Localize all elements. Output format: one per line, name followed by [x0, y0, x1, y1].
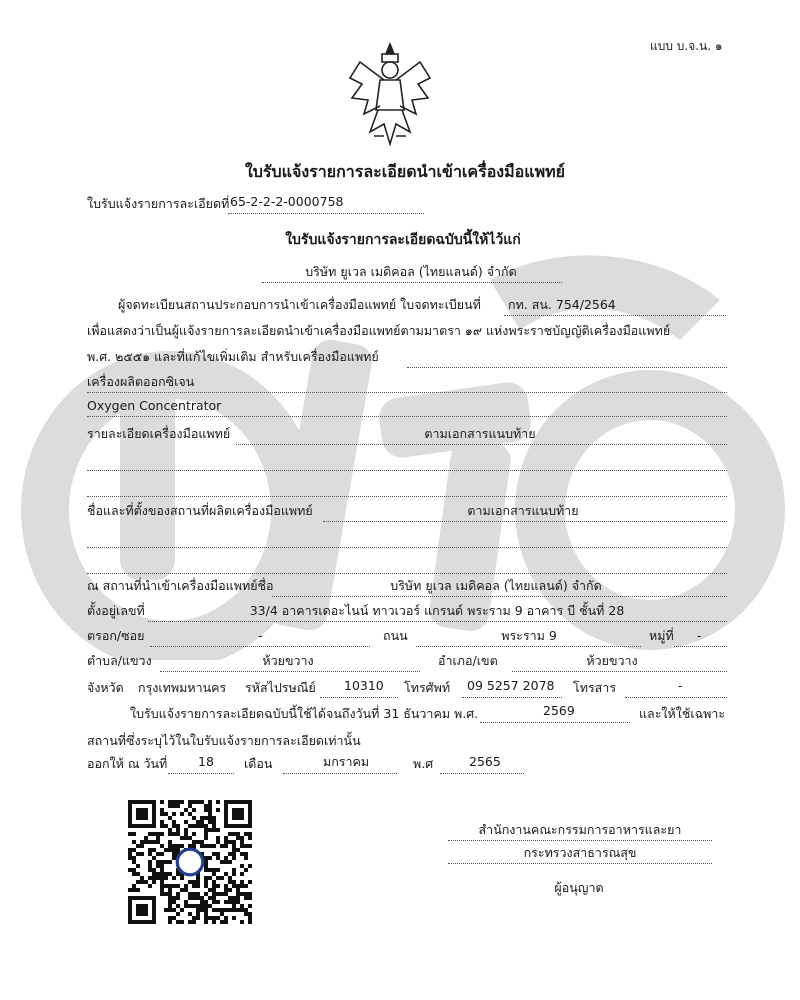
- import-place-value: บริษัท ยูเวล เมดิคอล (ไทยแลนด์) จำกัด: [390, 578, 602, 593]
- signatory-title: ผู้อนุญาต: [554, 880, 604, 895]
- document-title: ใบรับแจ้งรายการละเอียดนำเข้าเครื่องมือแพทย์: [244, 162, 566, 181]
- qr-code: [128, 800, 252, 924]
- road-label: ถนน: [383, 628, 408, 643]
- device-type: เครื่องผลิตออกซิเจน: [87, 374, 195, 389]
- notification-number: 65-2-2-2-0000758: [230, 194, 344, 209]
- district-label: อำเภอ/เขต: [438, 653, 498, 668]
- form-code: แบบ บ.จ.น. ๑: [650, 39, 723, 53]
- device-name: Oxygen Concentrator: [87, 398, 222, 413]
- ministry-name: กระทรวงสาธารณสุข: [523, 845, 637, 860]
- soi-label: ตรอก/ซอย: [87, 628, 145, 643]
- phone-label: โทรศัพท์: [404, 680, 451, 695]
- postcode-label: รหัสไปรษณีย์: [245, 680, 316, 695]
- issued-to-heading: ใบรับแจ้งรายการละเอียดฉบับนี้ให้ไว้แก่: [285, 232, 521, 248]
- validity-year: 2569: [543, 703, 575, 718]
- phone-value: 09 5257 2078: [467, 678, 555, 693]
- issued-year: 2565: [469, 754, 501, 769]
- registration-label: ผู้จดทะเบียนสถานประกอบการนำเข้าเครื่องมือแพทย์ ใบจดทะเบียนที่: [118, 297, 481, 312]
- district-value: ห้วยขวาง: [586, 653, 638, 668]
- validity-text: ใบรับแจ้งรายการละเอียดฉบับนี้ใช้ได้จนถึงวันที่ 31 ธันวาคม พ.ศ.: [130, 706, 479, 721]
- manufacturer-label: ชื่อและที่ตั้งของสถานที่ผลิตเครื่องมือแพทย์: [87, 503, 313, 518]
- device-detail-label: รายละเอียดเครื่องมือแพทย์: [87, 426, 231, 441]
- moo-label: หมู่ที่: [649, 628, 674, 643]
- notification-number-label: ใบรับแจ้งรายการละเอียดที่: [87, 196, 230, 211]
- garuda-emblem: [340, 40, 440, 148]
- statement-line-1: เพื่อแสดงว่าเป็นผู้แจ้งรายการละเอียดนำเข้าเครื่องมือแพทย์ตามมาตรา ๑๙ แห่งพระราชบัญญัติเครื่องมือแพทย์: [87, 323, 671, 338]
- road-value: พระราม 9: [501, 628, 557, 643]
- manufacturer-value: ตามเอกสารแนบท้าย: [467, 503, 579, 518]
- moo-value: -: [697, 628, 702, 643]
- address-label: ตั้งอยู่เลขที่: [87, 603, 145, 618]
- fax-value: -: [678, 678, 683, 693]
- year-label: พ.ศ: [413, 756, 434, 771]
- address-value: 33/4 อาคารเดอะไนน์ ทาวเวอร์ แกรนด์ พระราม 9 อาคาร บี ชั้นที่ 28: [249, 603, 625, 618]
- fax-label: โทรสาร: [573, 680, 617, 695]
- province-label: จังหวัด: [87, 680, 124, 695]
- issued-month: มกราคม: [323, 754, 370, 769]
- agency-name: สำนักงานคณะกรรมการอาหารและยา: [478, 822, 682, 837]
- validity-suffix: และให้ใช้เฉพาะ: [639, 706, 726, 721]
- subdistrict-value: ห้วยขวาง: [262, 653, 314, 668]
- postcode-value: 10310: [344, 678, 384, 693]
- subdistrict-label: ตำบล/แขวง: [87, 653, 152, 668]
- issued-day: 18: [198, 754, 214, 769]
- statement-line-2: พ.ศ. ๒๕๕๑ และที่แก้ไขเพิ่มเติม สำหรับเครื่องมือแพทย์: [87, 349, 379, 364]
- soi-value: -: [258, 628, 263, 643]
- device-detail-value: ตามเอกสารแนบท้าย: [424, 426, 536, 441]
- province-value: กรุงเทพมหานคร: [138, 680, 227, 695]
- validity-scope: สถานที่ซึ่งระบุไว้ในใบรับแจ้งรายการละเอียดเท่านั้น: [87, 733, 361, 748]
- import-place-label: ณ สถานที่นำเข้าเครื่องมือแพทย์ชื่อ: [87, 578, 274, 593]
- issued-date-label: ออกให้ ณ วันที่: [87, 756, 168, 771]
- registration-number: กท. สน. 754/2564: [508, 297, 616, 312]
- company-name: บริษัท ยูเวล เมดิคอล (ไทยแลนด์) จำกัด: [305, 264, 517, 279]
- month-label: เดือน: [244, 756, 273, 771]
